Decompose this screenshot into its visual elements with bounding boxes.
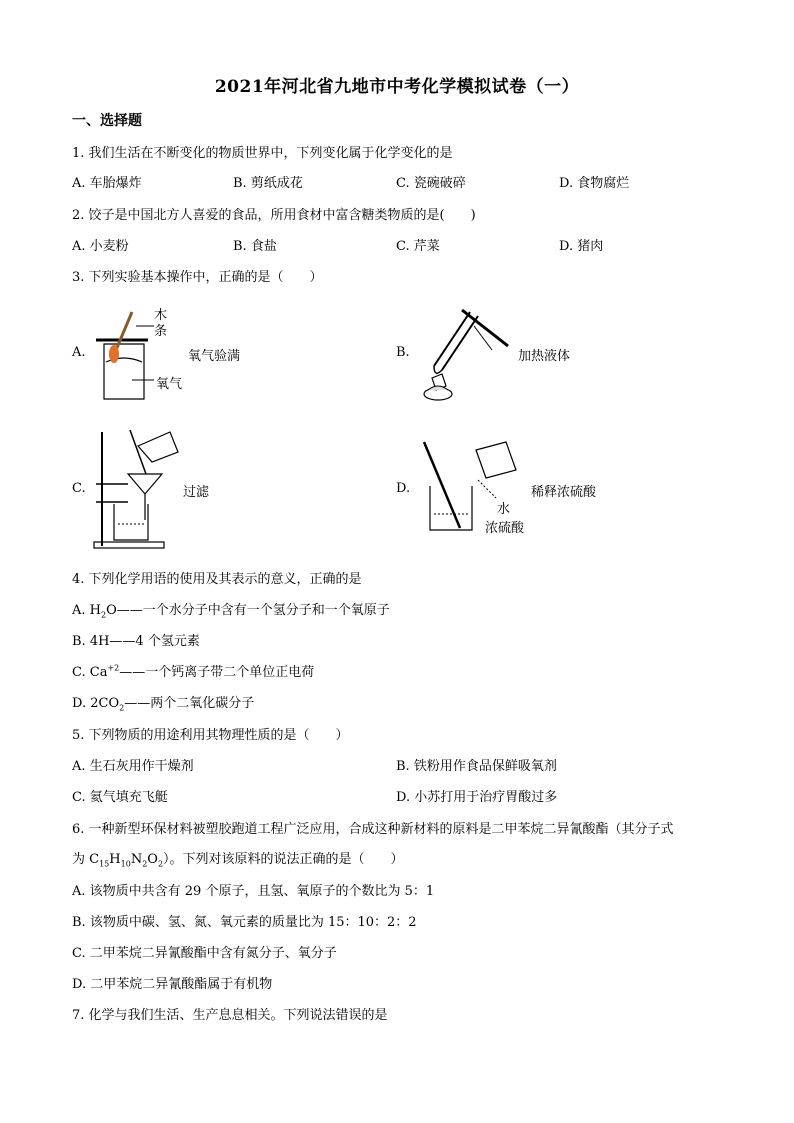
q4-a-sub: 2	[101, 610, 107, 620]
q4-option-c	[72, 661, 314, 680]
question-1-stem: 1. 我们生活在不断变化的物质世界中，下列变化属于化学变化的是	[72, 146, 453, 161]
q4-c-pre: C. Ca	[72, 665, 108, 680]
q3-option-c-caption: 过滤	[183, 485, 210, 500]
q2-option-a: A. 小麦粉	[72, 239, 129, 254]
question-3-stem: 3. 下列实验基本操作中，正确的是（ ）	[72, 270, 323, 285]
section-heading: 一、选择题	[72, 113, 142, 129]
question-6-stem-line1: 6. 一种新型环保材料被塑胶跑道工程广泛应用，合成这种新材料的原料是二甲苯烷二异氰酸酯（其分子式	[72, 822, 674, 837]
q1-option-c: C. 瓷碗破碎	[396, 176, 466, 191]
q2-option-c: C. 芹菜	[396, 239, 440, 254]
q4-a-pre: A. H	[72, 603, 101, 618]
question-4-stem: 4. 下列化学用语的使用及其表示的意义，正确的是	[72, 572, 362, 587]
q3-option-b-letter: B.	[396, 345, 410, 360]
q5-option-b: B. 铁粉用作食品保鲜吸氧剂	[396, 759, 557, 774]
q1-option-b: B. 剪纸成花	[233, 176, 303, 191]
q6-formula-c: 为 C	[72, 852, 100, 867]
q6-sub-2b: 2	[157, 859, 164, 869]
q1-option-d: D. 食物腐烂	[559, 176, 630, 191]
heating-liquid-figure	[412, 306, 512, 406]
q4-a-post: O——一个水分子中含有一个氢分子和一个氧原子	[106, 603, 390, 618]
q3-option-b-caption: 加热液体	[518, 349, 571, 364]
page-title: 2021年河北省九地市中考化学模拟试卷（一）	[214, 77, 580, 97]
q3-option-d-caption: 稀释浓硫酸	[531, 485, 597, 500]
q6-option-c: C. 二甲苯烷二异氰酸酯中含有氮分子、氧分子	[72, 946, 337, 961]
label-wood-2: 条	[154, 324, 168, 339]
q4-d-sub: 2	[119, 703, 125, 713]
q6-sub-15: 15	[99, 859, 110, 869]
label-water: 水	[497, 502, 511, 517]
filtration-figure	[92, 428, 182, 552]
q2-option-b: B. 食盐	[233, 239, 277, 254]
label-oxygen: 氧气	[156, 377, 183, 392]
q4-option-b: B. 4H——4 个氢元素	[72, 634, 200, 649]
q5-option-a: A. 生石灰用作干燥剂	[72, 759, 194, 774]
q3-option-c-letter: C.	[72, 481, 86, 496]
q6-option-b: B. 该物质中碳、氢、氮、氧元素的质量比为 15：10：2：2	[72, 915, 417, 930]
q6-formula-n: N	[130, 852, 143, 867]
q4-c-sup: +2	[107, 663, 120, 673]
q3-option-d-letter: D.	[396, 481, 411, 496]
q6-option-a: A. 该物质中共含有 29 个原子，且氢、氧原子的个数比为 5：1	[72, 884, 435, 899]
q5-option-c: C. 氦气填充飞艇	[72, 790, 168, 805]
label-wood-1: 木	[154, 308, 168, 323]
q4-option-a	[72, 599, 390, 620]
q6-sub-2a: 2	[142, 859, 148, 869]
q6-formula-h: H	[109, 852, 121, 867]
q6-stem-post: ）。下列对该原料的说法正确的是（ ）	[163, 852, 404, 867]
q4-d-pre: D. 2CO	[72, 696, 120, 711]
q4-d-post: ——两个二氧化碳分子	[124, 696, 255, 711]
q2-option-d: D. 猪肉	[559, 239, 604, 254]
q4-option-d	[72, 692, 254, 713]
q6-formula-o: O	[147, 852, 158, 867]
q3-option-a-letter: A.	[72, 345, 86, 360]
question-5-stem: 5. 下列物质的用途利用其物理性质的是（ ）	[72, 728, 349, 743]
question-6-stem-line2	[72, 848, 404, 869]
q5-option-d: D. 小苏打用于治疗胃酸过多	[396, 790, 558, 805]
q6-sub-10: 10	[120, 859, 131, 869]
q1-option-a: A. 车胎爆炸	[72, 176, 142, 191]
question-2-stem: 2. 饺子是中国北方人喜爱的食品，所用食材中富含糖类物质的是( )	[72, 208, 476, 223]
label-conc-acid: 浓硫酸	[485, 521, 525, 536]
q4-c-post: ——一个钙离子带二个单位正电荷	[119, 665, 315, 680]
question-7-stem: 7. 化学与我们生活、生产息息相关。下列说法错误的是	[72, 1008, 388, 1023]
q3-option-a-caption: 氧气验满	[188, 349, 241, 364]
q6-option-d: D. 二甲苯烷二异氰酸酯属于有机物	[72, 977, 273, 992]
